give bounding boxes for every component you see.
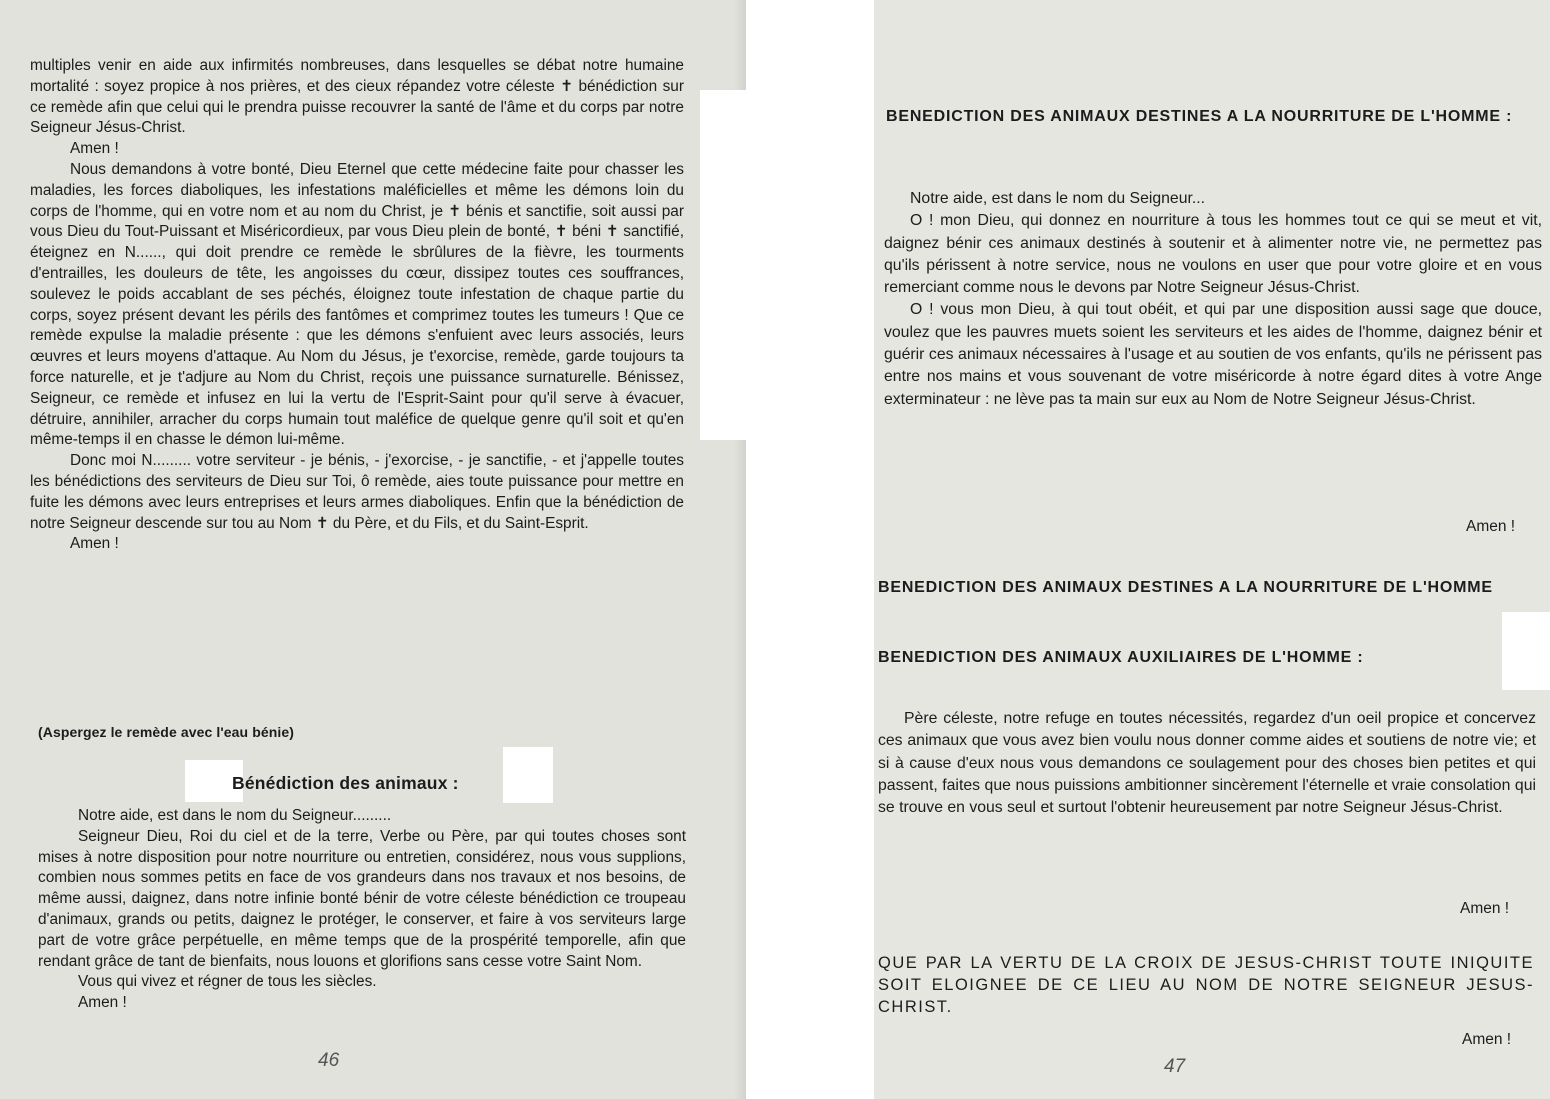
right-page: [874, 0, 1550, 1099]
closing-invocation: QUE PAR LA VERTU DE LA CROIX DE JESUS-CHRIST TOUTE INIQUITE SOIT ELOIGNEE DE CE LIEU AU NOM DE NOTRE SEIGNEUR JESUS-CHRIST.: [878, 954, 1534, 1016]
closing-line: Vous qui vivez et régner de tous les siècles.: [78, 973, 377, 991]
page-number: 46: [318, 1050, 340, 1071]
amen-line: Amen !: [70, 535, 119, 553]
animals-prayer-paragraph: Seigneur Dieu, Roi du ciel et de la terre, Verbe ou Père, par qui toutes choses sont mises à notre disposition pour notre nourriture ou entretien, considérez, nous vous supplions, combien nous sommes petits en face de vos grandeurs dans nos travaux et nos besoins, de même aussi, daignez, dans notre infinie bonté bénir de votre céleste bénédiction ce troupeau d'animaux, grands ou petits, daignez le protéger, le conserver, et faire à vos serviteurs large part de votre grâce perpétuelle, en même temps que de la prospérité temporelle, afin que rendant grâce de tant de bienfaits, nous louons et glorifions sans cesse votre Saint Nom.: [38, 827, 686, 970]
redaction-box: [503, 747, 553, 803]
redaction-box: [700, 90, 746, 440]
prayer-second-paragraph: Donc moi N......... votre serviteur - je bénis, - j'exorcise, - je sanctifie, - et j'appelle toutes les bénédictions des serviteurs de Dieu sur Toi, ô remède, aies toute puissance pour mettre en fuite les démons avec leurs entreprises et leurs armes diaboliques. Enfin que la bénédiction de notre Seigneur descende sur tou au Nom ✝ du Père, et du Fils, et du Saint-Esprit.: [30, 452, 684, 532]
prayer-paragraph: O ! mon Dieu, qui donnez en nourriture à tous les hommes tout ce qui se meut et vit, daignez bénir ces animaux destinés à soutenir et à alimenter notre vie, ne permettez pas qu'ils périssent à notre service, nous ne voulons en user que pour votre gloire et en vous remerciant comme nous le devons par Notre Seigneur Jésus-Christ.: [884, 212, 1542, 297]
amen-line: Amen !: [1462, 1031, 1512, 1048]
amen-line: Amen !: [1466, 518, 1516, 535]
animals-text-block: [38, 806, 686, 1014]
amen-line: Amen !: [70, 140, 119, 158]
heading-food-animals: BENEDICTION DES ANIMAUX DESTINES A LA NOURRITURE DE L'HOMME :: [886, 108, 1513, 125]
prayer-paragraph: Père céleste, notre refuge en toutes nécessités, regardez d'un oeil propice et concervez ces animaux que vous avez bien voulu nous donner comme aides et soutiens de notre vie; et si à cause d'eux nous vous demandons ce soulagement pour des choses bien petites et qui passent, faites que nous puissions ambitionner sincèrement l'éternelle et vraie consolation qui se trouve en vous seul et surtout l'obtenir heureusement par notre Seigneur Jésus-Christ.: [878, 710, 1536, 817]
page-number: 47: [1164, 1056, 1186, 1077]
food-animals-text: [884, 188, 1542, 411]
left-text-block: [30, 56, 684, 555]
animals-intro: Notre aide, est dans le nom du Seigneur.........: [78, 807, 392, 824]
heading-food-animals-repeat: BENEDICTION DES ANIMAUX DESTINES A LA NOURRITURE DE L'HOMME: [878, 579, 1493, 596]
prayer-paragraph: O ! vous mon Dieu, à qui tout obéit, et qui par une disposition aussi sage que douce, voulez que les pauvres muets soient les serviteurs et les aides de l'homme, daignez bénir et guérir ces animaux nécessaires à l'usage et au soutien de vos enfants, qu'ils ne périssent pas entre nos mains et vous souvenant de votre miséricorde à notre égard dites à votre Ange exterminateur : ne lève pas ta main sur eux au Nom de Notre Seigneur Jésus-Christ.: [884, 301, 1542, 408]
continuation-paragraph: multiples venir en aide aux infirmités nombreuses, dans lesquelles se débat notre humaine mortalité : soyez propice à nos prières, et des cieux répandez votre céleste ✝ bénédiction sur ce remède afin que celui qui le prendra puisse recouvrer la santé de l'âme et du corps par notre Seigneur Jésus-Christ.: [30, 57, 684, 137]
auxiliary-animals-text: [878, 708, 1536, 819]
left-page: [0, 0, 746, 1099]
heading-auxiliary-animals: BENEDICTION DES ANIMAUX AUXILIAIRES DE L'HOMME :: [878, 649, 1364, 666]
gutter: [746, 0, 874, 1099]
prayer-main-paragraph: Nous demandons à votre bonté, Dieu Eternel que cette médecine faite pour chasser les maladies, les forces diaboliques, les infestations maléficielles et même les démons loin du corps de l'homme, qui en votre nom et au nom du Christ, je ✝ bénis et sanctifie, soit aussi par vous Dieu du Tout-Puissant et Miséricordieux, par vous Dieu plein de bonté, ✝ béni ✝ sanctifié, éteignez en N......, qui doit prendre ce remède le sbrûlures de la fièvre, les tourments d'entrailles, les douleurs de tête, les angoisses du cœur, dissipez toutes ces souffrances, soulevez le poids accablant de ses péchés, éloignez toute infestation de chaque partie du corps, soyez présent devant les périls des fantômes et comprimez toutes les tumeurs ! Que ce remède expulse la maladie présente : que les démons s'enfuient avec leurs associés, leurs œuvres et leurs moyens d'attaque. Au Nom du Jésus, je t'exorcise, remède, garde toujours ta force naturelle, et je t'adjure au Nom du Christ, reçois une puissance surnaturelle. Bénissez, Seigneur, ce remède et infusez en lui la vertu de l'Esprit-Saint pour qu'il serve à évacuer, détruire, annihiler, arracher du corps humain tout maléfice de quelque genre qu'il soit et qu'en même-temps il en chasse le démon lui-même.: [30, 160, 684, 449]
amen-line: Amen !: [78, 994, 127, 1012]
instruction-note: (Aspergez le remède avec l'eau bénie): [38, 724, 295, 740]
intro-line: Notre aide, est dans le nom du Seigneur...: [910, 190, 1206, 207]
amen-line: Amen !: [1460, 900, 1510, 917]
redaction-box: [1502, 612, 1550, 690]
animals-heading: Bénédiction des animaux :: [232, 773, 459, 793]
